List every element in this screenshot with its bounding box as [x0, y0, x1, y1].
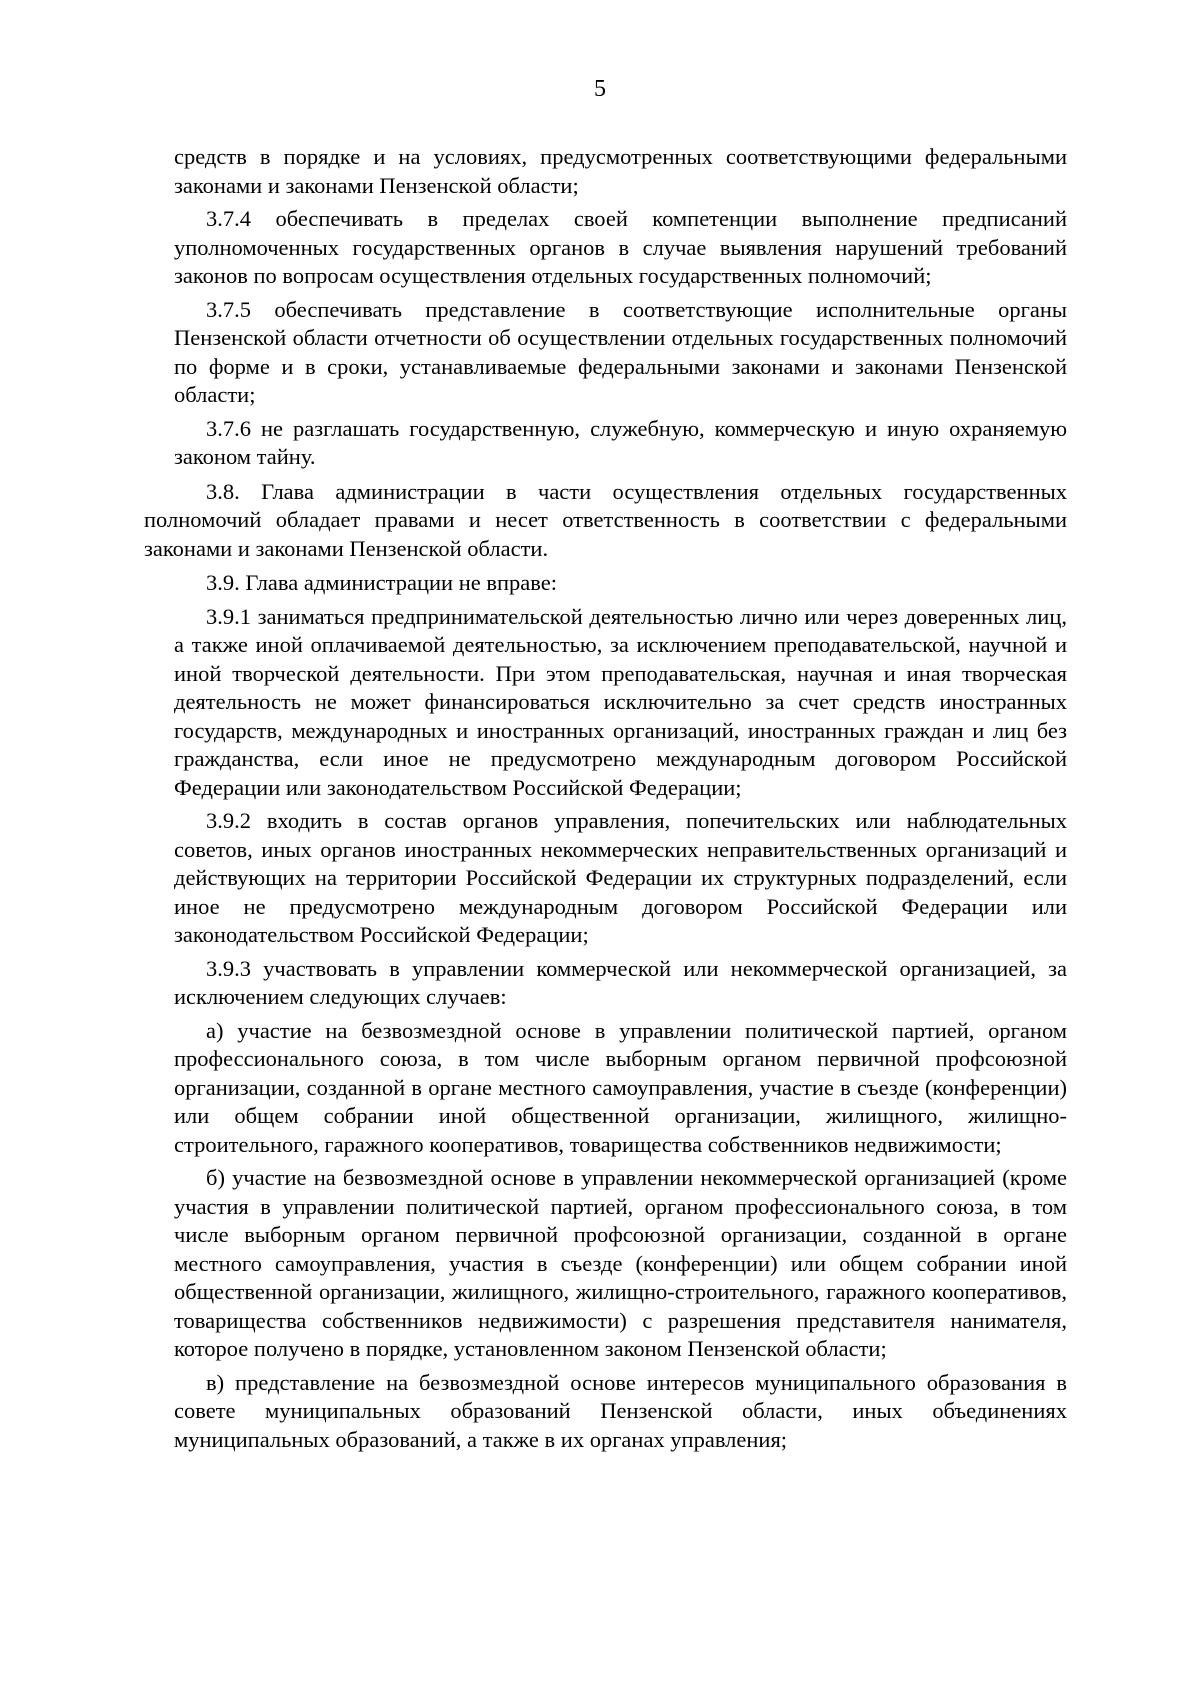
paragraph-continuation: средств в порядке и на условиях, предусмотренных соответствующими федеральными законами и законами Пензенской области; [174, 144, 1067, 198]
paragraph-3-9-2: 3.9.2 входить в состав органов управления, попечительских или наблюдательных советов, иных органов иностранных некоммерческих неправительственных организаций и действующих на территории Российской Федерации их структурных подразделений, если иное не предусмотрено международным договором Российской Федерации или законодательством Российской Федерации; [174, 808, 1067, 947]
page-number: 5 [594, 76, 606, 102]
paragraph-item-v: в) представление на безвозмездной основе интересов муниципального образования в совете муниципальных образований Пензенской области, иных объединениях муниципальных образований, а также в их органах управления; [174, 1369, 1067, 1452]
paragraph-3-7-5: 3.7.5 обеспечивать представление в соответствующие исполнительные органы Пензенской области отчетности об осуществлении отдельных государственных полномочий по форме и в сроки, устанавливаемые федеральными законами и законами Пензенской области; [174, 296, 1067, 407]
paragraph-item-b: б) участие на безвозмездной основе в управлении некоммерческой организацией (кроме участия в управлении политической партией, органом профессионального союза, в том числе выборным органом первичной профсоюзной организации, созданной в органе местного самоуправления, участия в съезде (конференции) или общем собрании иной общественной организации, жилищного, жилищно-строительного, гаражного кооперативов, товарищества собственников недвижимости) с разрешения представителя нанимателя, которое получено в порядке, установленном законом Пензенской области; [174, 1165, 1067, 1361]
paragraph-3-7-6: 3.7.6 не разглашать государственную, служебную, коммерческую и иную охраняемую законом тайну. [174, 415, 1067, 469]
paragraph-3-7-4: 3.7.4 обеспечивать в пределах своей компетенции выполнение предписаний уполномоченных государственных органов в случае выявления нарушений требований законов по вопросам осуществления отдельных государственных полномочий; [174, 206, 1067, 288]
paragraph-3-9-1: 3.9.1 заниматься предпринимательской деятельностью лично или через доверенных лиц, а также иной оплачиваемой деятельностью, за исключением преподавательской, научной и иной творческой деятельности. При этом преподавательская, научная и иная творческая деятельность не может финансироваться исключительно за счет средств иностранных государств, международных и иностранных организаций, иностранных граждан и лиц без гражданства, если иное не предусмотрено международным договором Российской Федерации или законодательством Российской Федерации; [174, 603, 1067, 800]
paragraph-3-9: 3.9. Глава администрации не вправе: [206, 570, 558, 595]
paragraph-item-a: а) участие на безвозмездной основе в управлении политической партией, органом профессионального союза, в том числе выборным органом первичной профсоюзной организации, созданной в органе местного самоуправления, участие в съезде (конференции) или общем собрании иной общественной организации, жилищного, жилищно-строительного, гаражного кооперативов, товарищества собственников недвижимости; [174, 1017, 1067, 1157]
paragraph-3-9-3: 3.9.3 участвовать в управлении коммерческой или некоммерческой организацией, за исключением следующих случаев: [174, 955, 1067, 1009]
paragraph-3-8: 3.8. Глава администрации в части осуществления отдельных государственных полномочий обладает правами и несет ответственность в соответствии с федеральными законами и законами Пензенской области. [144, 478, 1067, 561]
document-body [144, 143, 1067, 1459]
